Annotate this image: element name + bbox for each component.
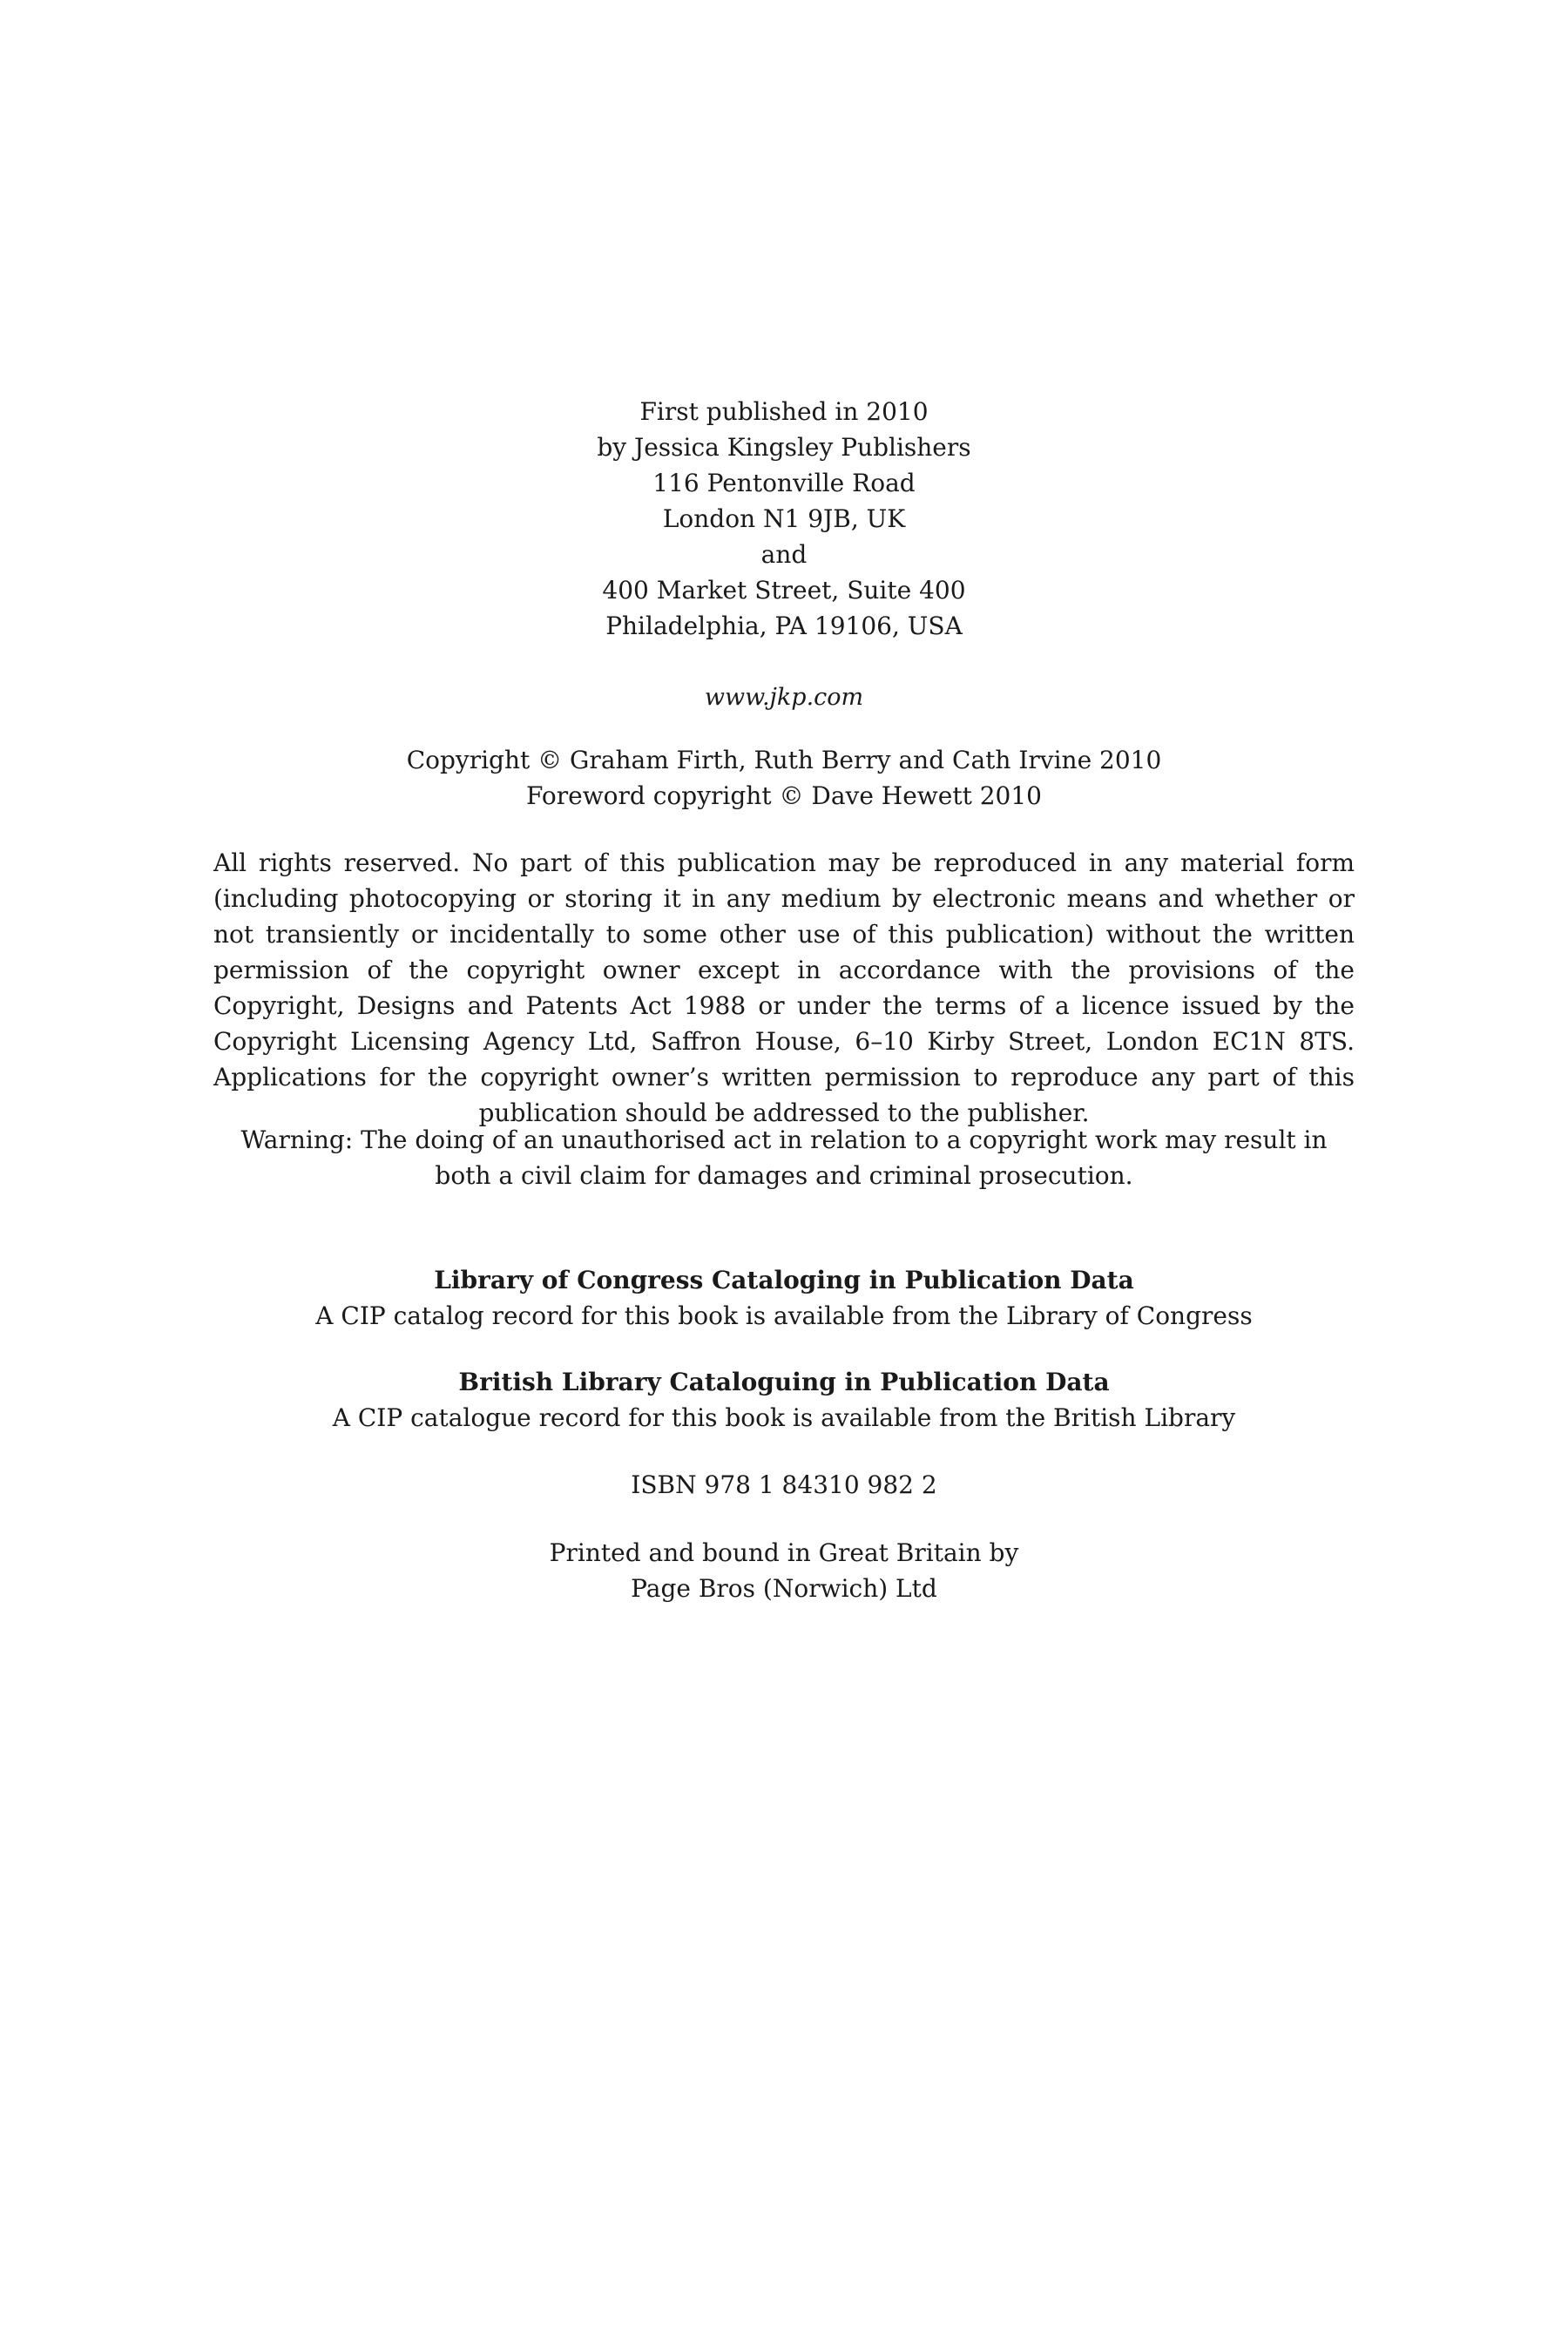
warning-paragraph: Warning: The doing of an unauthorised act in relation to a copyright work may result in both a civil claim for damages and criminal prosecution. (240, 1125, 1328, 1190)
imprint-line: 400 Market Street, Suite 400 (602, 576, 966, 605)
bl-cip-block (0, 1364, 1568, 1436)
printer-block (0, 1535, 1568, 1606)
imprint-block (0, 394, 1568, 644)
loc-cip-text: A CIP catalog record for this book is available from the Library of Congress (315, 1301, 1253, 1330)
imprint-line: 116 Pentonville Road (652, 469, 916, 497)
bl-cip-heading: British Library Cataloguing in Publication Data (458, 1368, 1110, 1396)
printer-name: Page Bros (Norwich) Ltd (631, 1574, 937, 1603)
website-text: www.jkp.com (704, 684, 864, 711)
copyright-line: Copyright © Graham Firth, Ruth Berry and Cath Irvine 2010 (406, 746, 1162, 774)
imprint-line: by Jessica Kingsley Publishers (597, 433, 971, 462)
rights-paragraph: All rights reserved. No part of this publication may be reproduced in any material form (including photocopying or storing it in any medium by electronic means and whether or not transiently or incidentally to some other use of this publication) without the written permission of the copyright owner except in accordance with the provisions of the Copyright, Designs and Patents Act 1988 or under the terms of a licence issued by the Copyright Licensing Agency Ltd, Saffron House, 6–10 Kirby Street, London EC1N 8TS. Applications for the copyright owner’s written permission to reproduce any part of this publication should be addressed to the publisher. (213, 848, 1355, 1127)
loc-cip-heading: Library of Congress Cataloging in Publication Data (434, 1266, 1134, 1294)
imprint-line: London N1 9JB, UK (662, 504, 906, 533)
printer-line: Printed and bound in Great Britain by (549, 1538, 1019, 1567)
imprint-line: Philadelphia, PA 19106, USA (605, 612, 963, 640)
copyright-block (0, 742, 1568, 814)
loc-cip-block (0, 1262, 1568, 1334)
imprint-line: First published in 2010 (639, 397, 929, 426)
foreword-copyright-line: Foreword copyright © Dave Hewett 2010 (526, 781, 1042, 810)
isbn-text: ISBN 978 1 84310 982 2 (631, 1470, 937, 1499)
bl-cip-text: A CIP catalogue record for this book is available from the British Library (332, 1403, 1236, 1432)
imprint-line: and (760, 540, 808, 569)
